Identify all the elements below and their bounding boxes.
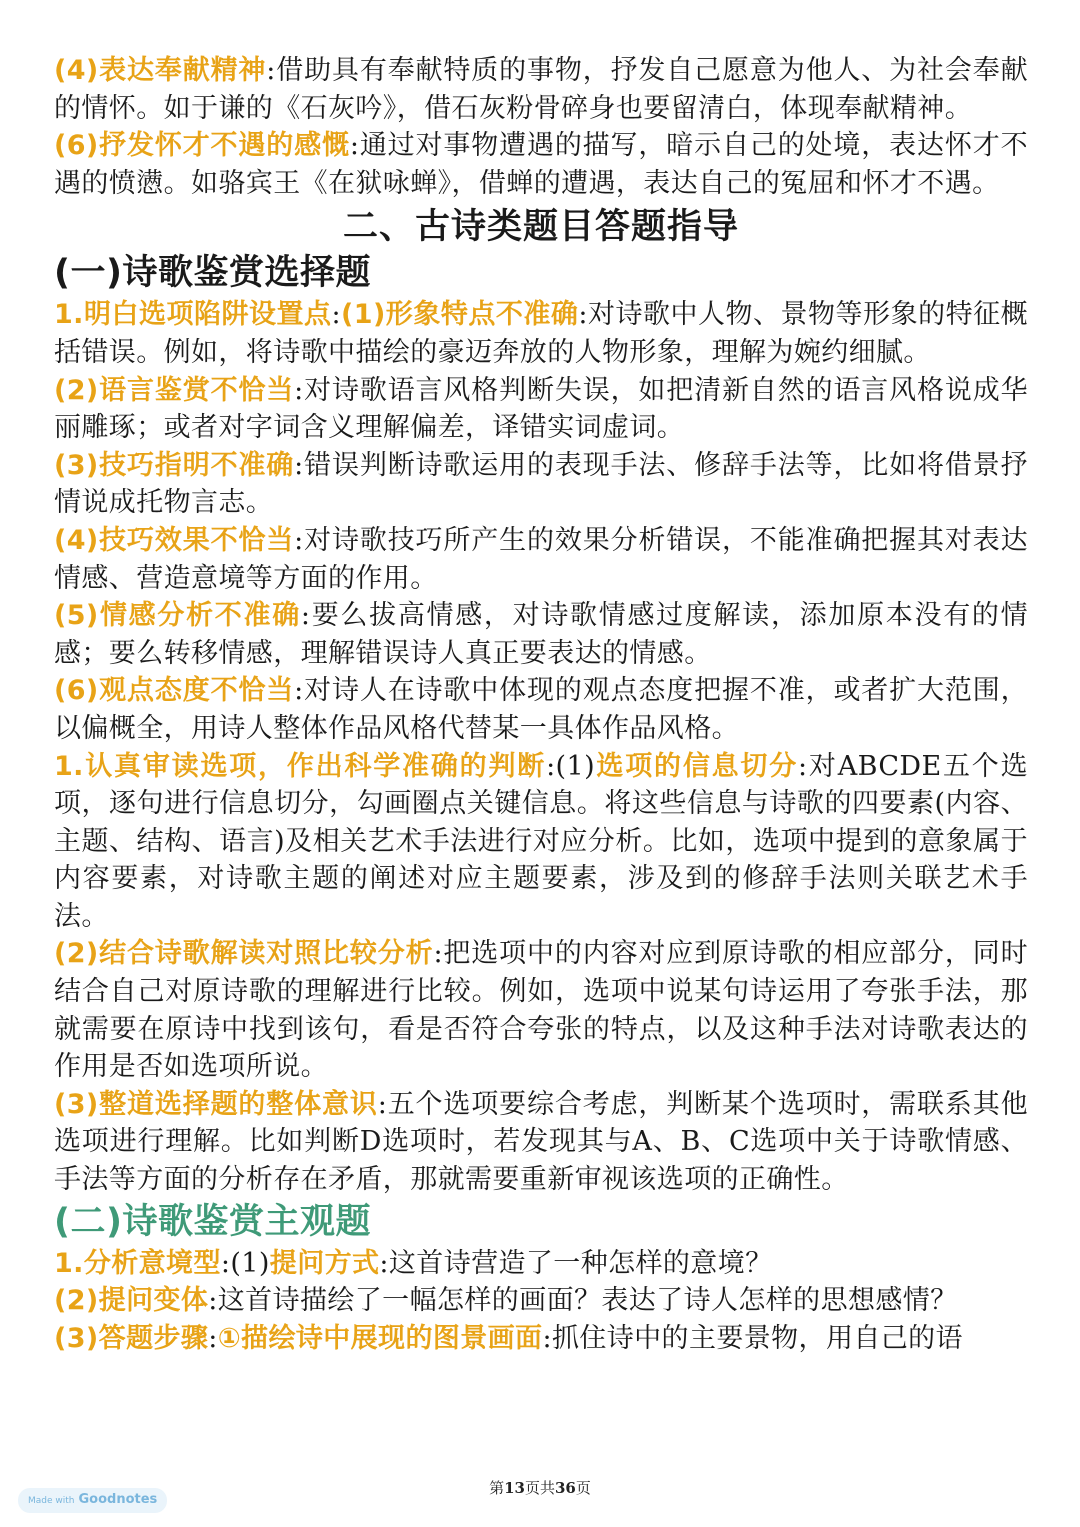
watermark-brand: Goodnotes xyxy=(78,1492,158,1507)
highlight-term: (2)语言鉴赏不恰当 xyxy=(54,374,295,406)
highlight-term: (6)抒发怀才不遇的感慨 xyxy=(54,130,350,162)
highlight-term: 1.认真审读选项，作出科学准确的判断 xyxy=(54,750,547,782)
paragraph-text: :对诗歌中人物、景物等形象的特征概括错误。例如，将诗歌中描绘的豪迈奔放的人物形象，理解为婉约细腻。 xyxy=(54,299,1028,368)
highlight-term: (2)结合诗歌解读对照比较分析 xyxy=(54,938,434,970)
paragraph-text: :对诗歌技巧所产生的效果分析错误，不能准确把握其对表达情感、营造意境等方面的作用。 xyxy=(54,524,1029,594)
subsection-title-subjective: (二)诗歌鉴赏主观题 xyxy=(54,1201,371,1242)
paragraph-trap-effect xyxy=(54,522,1028,597)
paragraph-text: :这首诗描绘了一幅怎样的画面？表达了诗人怎样的思想感情？ xyxy=(208,1285,958,1317)
highlight-term: (2)提问变体 xyxy=(54,1285,209,1317)
paragraph-trap-language xyxy=(54,372,1028,447)
paragraph-text: :五个选项要综合考虑，判断某个选项时，需联系其他选项进行理解。比如判断D选项时，若发现其与A、B、C选项中关于诗歌情感、手法等方面的分析存在矛盾，那就需要重新审视该选项的正确性。 xyxy=(54,1088,1028,1196)
separator: :(1) xyxy=(546,750,596,782)
highlight-term: (4)表达奉献精神 xyxy=(54,55,267,86)
highlight-term: (4)技巧效果不恰当 xyxy=(54,524,295,556)
paragraph-text: :抓住诗中的主要景物，用自己的语 xyxy=(542,1322,963,1354)
paragraph-text: :错误判断诗歌运用的表现手法、修辞手法等，比如将借景抒情说成托物言志。 xyxy=(54,449,1029,519)
paragraph-text: :对ABCDE五个选项，逐句进行信息切分，勾画圈点关键信息。将这些信息与诗歌的四要素(内容、主题、结构、语言)及相关艺术手法进行对应分析。比如，选项中提到的意象属于内容要素，对诗歌主题的阐述对应主题要素，涉及到的修辞手法则关联艺术手法。 xyxy=(54,750,1028,932)
highlight-term: (3)答题步骤 xyxy=(54,1322,209,1354)
paragraph-mood-analysis xyxy=(54,1245,1028,1283)
highlight-term: (6)观点态度不恰当 xyxy=(54,675,295,707)
paragraph-trap-technique xyxy=(54,447,1028,522)
watermark-made-with: Made with xyxy=(28,1496,75,1506)
paragraph-talent-unrecognized xyxy=(54,127,1028,202)
highlight-term: (5)情感分析不准确 xyxy=(54,600,301,632)
highlight-term: 1.明白选项陷阱设置点 xyxy=(54,299,332,331)
paragraph-answer-steps xyxy=(54,1320,1028,1358)
paragraph-trap-attitude xyxy=(54,672,1028,747)
highlight-term: 1.分析意境型 xyxy=(54,1247,221,1279)
paragraph-careful-reading xyxy=(54,748,1028,936)
separator: : xyxy=(331,299,342,331)
paragraph-text: :对诗歌语言风格判断失误，如把清新自然的语言风格说成华丽雕琢；或者对字词含义理解偏差，译错实词虚词。 xyxy=(54,374,1029,444)
footer-suffix: 页 xyxy=(575,1479,591,1497)
highlight-term: (3)技巧指明不准确 xyxy=(54,449,295,481)
current-page-number: 13 xyxy=(504,1479,525,1497)
section-title: 二、古诗类题目答题指导 xyxy=(342,207,739,248)
paragraph-trap-image xyxy=(54,296,1028,371)
subsection-title-choice: (一)诗歌鉴赏选择题 xyxy=(54,253,371,294)
paragraph-holistic-view xyxy=(54,1086,1028,1199)
footer-middle: 页共 xyxy=(524,1479,555,1497)
paragraph-text: :把选项中的内容对应到原诗歌的相应部分，同时结合自己对原诗歌的理解进行比较。例如，选项中说某句诗运用了夸张手法，那就需要在原诗中找到该句，看是否符合夸张的特点，以及这种手法对诗歌表达的作用是否如选项所说。 xyxy=(54,938,1028,1083)
total-page-number: 36 xyxy=(555,1479,576,1497)
separator: :(1) xyxy=(220,1247,270,1279)
highlight-term: (3)整道选择题的整体意识 xyxy=(54,1088,378,1120)
paragraph-text: :对诗人在诗歌中体现的观点态度把握不准，或者扩大范围，以偏概全，用诗人整体作品风格代替某一具体作品风格。 xyxy=(54,675,1029,744)
paragraph-express-dedication xyxy=(54,52,1028,127)
paragraph-compare-analysis xyxy=(54,935,1028,1085)
highlight-term: 提问方式 xyxy=(269,1247,380,1279)
footer-prefix: 第 xyxy=(489,1479,505,1497)
paragraph-question-variant xyxy=(54,1282,1028,1320)
paragraph-text: :通过对事物遭遇的描写，暗示自己的处境，表达怀才不遇的愤懑。如骆宾王《在狱咏蝉》，借蝉的遭遇，表达自己的冤屈和怀才不遇。 xyxy=(54,130,1028,199)
highlight-term: 选项的信息切分 xyxy=(595,750,799,782)
paragraph-text: :要么拔高情感，对诗歌情感过度解读，添加原本没有的情感；要么转移情感，理解错误诗人真正要表达的情感。 xyxy=(54,600,1029,669)
paragraph-text: :这首诗营造了一种怎样的意境？ xyxy=(379,1247,773,1279)
paragraph-text: :借助具有奉献特质的事物，抒发自己愿意为他人、为社会奉献的情怀。如于谦的《石灰吟》，借石灰粉骨碎身也要留清白，体现奉献精神。 xyxy=(54,55,1029,124)
separator: : xyxy=(208,1322,218,1354)
paragraph-trap-emotion xyxy=(54,597,1028,672)
highlight-term: ①描绘诗中展现的图景画面 xyxy=(217,1322,543,1354)
goodnotes-watermark xyxy=(18,1488,167,1513)
highlight-term: (1)形象特点不准确 xyxy=(341,299,579,331)
